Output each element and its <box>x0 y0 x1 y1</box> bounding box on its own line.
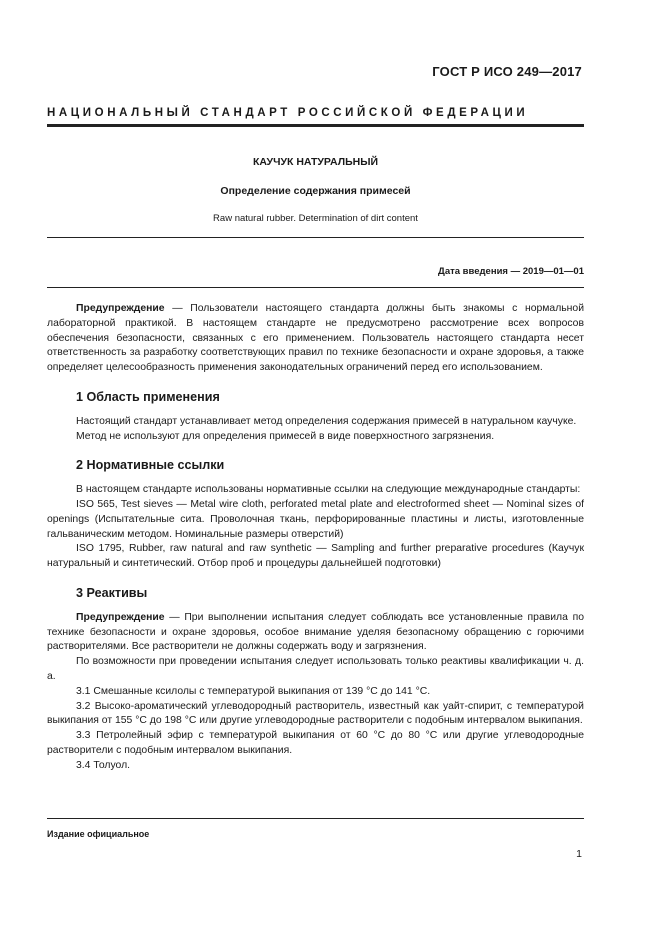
document-body <box>47 302 584 774</box>
document-subtitle: Определение содержания примесей <box>220 185 411 197</box>
section-1-heading: 1 Область применения <box>76 389 220 404</box>
section-2-heading: 2 Нормативные ссылки <box>76 458 225 473</box>
section-3-warning-label: Предупреждение <box>76 611 165 623</box>
section-2-paragraph-1: В настоящем стандарте использованы нормативные ссылки на следующие международные стандарты: <box>76 484 581 496</box>
english-title: Raw natural rubber. Determination of dirt content <box>213 213 418 224</box>
item-3-3: 3.3 Петролейный эфир с температурой выкипания от 60 °C до 80 °C или другие углеводородные растворители с подобным интервалом выкипания. <box>47 730 584 756</box>
official-edition-label: Издание официальное <box>47 829 150 839</box>
reference-iso-565: ISO 565, Test sieves — Metal wire cloth, perforated metal plate and electroformed sheet — Nominal sizes of openings (Испытательные сита. Проволочная ткань, перфорированные пластины и листы, изготовленные гальваническим методом. Номинальные размеры отверстий) <box>47 498 584 540</box>
introduction-date: Дата введения — 2019—01—01 <box>438 266 584 277</box>
warning-text: — Пользователи настоящего стандарта должны быть знакомы с нормальной лабораторной практикой. В настоящем стандарте не предусмотрено рассмотрение всех вопросов обеспечения безопасности, связанных с его применением. Пользователь настоящего стандарта несет ответственность за разработку соответствующих правил по технике безопасности и охране здоровья, а также определяет целесообразность применения законодательных ограничений перед его использованием. <box>47 303 584 374</box>
item-3-2: 3.2 Высоко-ароматический углеводородный растворитель, известный как уайт-спирит, с температурой выкипания от 155 °C до 198 °C или другие углеводородные растворители с подобным интервалом выкипания. <box>47 700 584 727</box>
reference-iso-1795: ISO 1795, Rubber, raw natural and raw synthetic — Sampling and further preparative procedures (Каучук натуральный и синтетический. Отбор проб и процедуры дальнейшей подготовки) <box>47 543 584 570</box>
section-3-warning <box>47 611 584 655</box>
top-rule <box>47 124 584 127</box>
item-3-4: 3.4 Толуол. <box>76 759 131 771</box>
section-1-paragraph-2: Метод не используют для определения примесей в виде поверхностного загрязнения. <box>76 430 495 442</box>
warning-paragraph <box>47 302 584 376</box>
footer-rule <box>47 818 584 819</box>
section-3-paragraph-2: По возможности при проведении испытания следует использовать только реактивы квалификации ч. д. а. <box>47 656 584 682</box>
national-standard-heading: НАЦИОНАЛЬНЫЙ СТАНДАРТ РОССИЙСКОЙ ФЕДЕРАЦИИ <box>47 107 529 119</box>
document-title: КАУЧУК НАТУРАЛЬНЫЙ <box>252 156 379 168</box>
page-number: 1 <box>576 848 582 860</box>
date-rule <box>47 287 584 288</box>
warning-label: Предупреждение <box>76 303 165 314</box>
section-1-paragraph-1: Настоящий стандарт устанавливает метод определения содержания примесей в натуральном каучуке. <box>76 415 577 427</box>
item-3-1: 3.1 Смешанные ксилолы с температурой выкипания от 139 °C до 141 °C. <box>76 685 431 697</box>
section-3-heading: 3 Реактивы <box>76 585 148 600</box>
title-rule <box>47 237 584 238</box>
standard-number: ГОСТ Р ИСО 249—2017 <box>432 64 582 79</box>
section-3-warning-text: — При выполнении испытания следует соблюдать все установленные правила по технике безопасности и охране здоровья, особое внимание уделяя безопасному обращению с горючими растворителями. Все растворители не должны содержать воду и загрязнения. <box>47 611 584 653</box>
